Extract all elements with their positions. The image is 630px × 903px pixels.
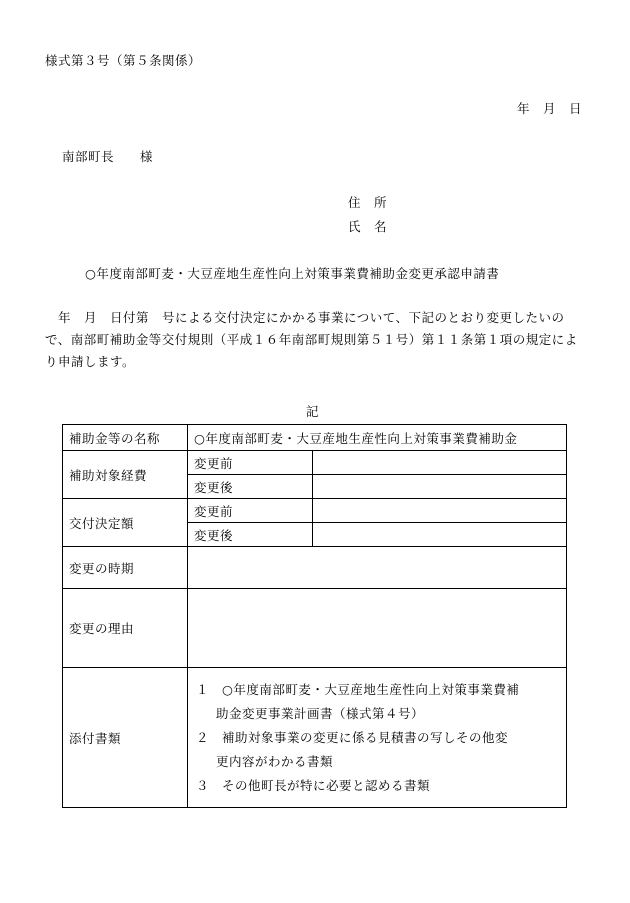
body-paragraph: 年 月 日付第 号による交付決定にかかる事業について、下記のとおり変更したいので、南部町補助金等交付規則（平成１６年南部町規則第５１号）第１１条第１項の規定により申請します。 <box>45 310 578 369</box>
addressee: 南部町長 様 <box>62 149 154 164</box>
change-time-label: 変更の時期 <box>63 547 188 589</box>
attachment-item-2: ２ 補助対象事業の変更に係る見積書の写しその他変 <box>196 729 509 745</box>
attachments-list <box>188 668 567 808</box>
attachments-label: 添付書類 <box>63 668 188 808</box>
table-row <box>63 499 567 523</box>
attachment-item-2-cont: 更内容がわかる書類 <box>216 753 334 769</box>
date-line: 年 月 日 <box>516 101 582 116</box>
table-row <box>63 547 567 589</box>
subsidy-name-value: ○年度南部町麦・大豆産地生産性向上対策事業費補助金 <box>188 425 567 451</box>
table-row <box>63 589 567 668</box>
application-table <box>62 424 567 808</box>
attachment-item-3: ３ その他町長が特に必要と認める書類 <box>196 777 431 793</box>
expense-after-value[interactable] <box>313 475 567 499</box>
grant-after-label: 変更後 <box>188 523 313 547</box>
address-label: 住 所 <box>348 195 388 210</box>
expense-after-label: 変更後 <box>188 475 313 499</box>
change-time-value[interactable] <box>188 547 567 589</box>
subsidy-name-label: 補助金等の名称 <box>63 425 188 451</box>
table-row <box>63 451 567 475</box>
grant-after-value[interactable] <box>313 523 567 547</box>
expense-before-value[interactable] <box>313 451 567 475</box>
grant-before-value[interactable] <box>313 499 567 523</box>
form-number: 様式第３号（第５条関係） <box>45 53 202 68</box>
change-reason-value[interactable] <box>188 589 567 668</box>
table-row <box>63 668 567 808</box>
grant-before-label: 変更前 <box>188 499 313 523</box>
attachment-item-1-cont: 助金変更事業計画書（様式第４号） <box>216 705 425 721</box>
attachment-item-1: １ ○年度南部町麦・大豆産地生産性向上対策事業費補 <box>196 681 520 697</box>
change-reason-label: 変更の理由 <box>63 589 188 668</box>
grant-label: 交付決定額 <box>63 499 188 547</box>
expense-before-label: 変更前 <box>188 451 313 475</box>
expense-label: 補助対象経費 <box>63 451 188 499</box>
table-row <box>63 425 567 451</box>
document-title: ○年度南部町麦・大豆産地生産性向上対策事業費補助金変更承認申請書 <box>85 266 500 281</box>
name-label: 氏 名 <box>348 219 388 234</box>
ki-note: 記 <box>306 404 320 419</box>
